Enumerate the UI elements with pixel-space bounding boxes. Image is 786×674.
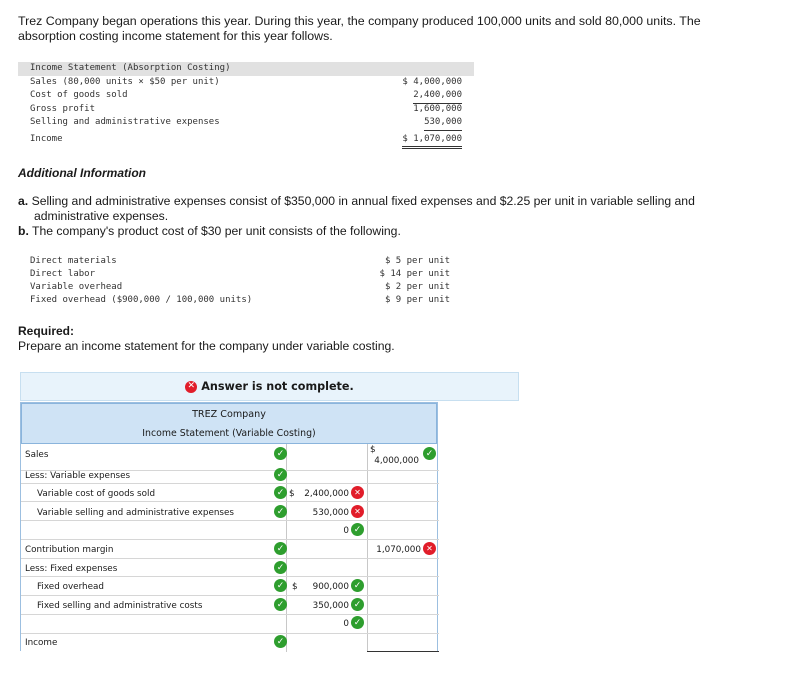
row-divider: [21, 576, 439, 577]
row-amount: 1,600,000: [413, 103, 462, 114]
row-divider: [21, 614, 439, 615]
absorption-row-income: [18, 133, 474, 147]
correct-icon: [351, 523, 364, 536]
fixed-total: 0: [343, 619, 349, 629]
additional-info-title: Additional Information: [18, 166, 146, 180]
incorrect-icon: [351, 505, 364, 518]
label-less-variable[interactable]: Less: Variable expenses: [25, 471, 131, 481]
fixed-oh-input[interactable]: 900,000: [312, 582, 349, 592]
label-sales[interactable]: Sales: [25, 450, 49, 460]
answer-status-banner: [20, 372, 519, 401]
cost-row: [18, 281, 454, 294]
label-variable-sa[interactable]: Variable selling and administrative expenses: [37, 508, 235, 518]
var-cogs-input[interactable]: 2,400,000: [304, 489, 349, 499]
row-divider: [21, 633, 439, 634]
worksheet-header: [21, 403, 437, 444]
label-contribution-margin[interactable]: Contribution margin: [25, 545, 114, 555]
incorrect-icon: [423, 542, 436, 555]
incorrect-icon: [351, 486, 364, 499]
correct-icon: [351, 598, 364, 611]
correct-icon: [274, 468, 287, 481]
contribution-input[interactable]: 1,070,000: [376, 545, 421, 555]
cost-label: Direct labor: [30, 269, 96, 279]
row-divider: [21, 539, 439, 540]
banner-text: Answer is not complete.: [201, 380, 354, 393]
correct-icon: [274, 635, 287, 648]
row-amount: $ 1,070,000: [402, 133, 462, 150]
correct-icon: [274, 486, 287, 499]
info-b: [18, 224, 758, 238]
label-less-fixed[interactable]: Less: Fixed expenses: [25, 564, 118, 574]
cost-row: [18, 294, 454, 307]
correct-icon: [274, 561, 287, 574]
product-cost-table: [18, 255, 454, 307]
variable-total: 0: [343, 526, 349, 536]
cost-row: [18, 268, 454, 281]
row-label: Gross profit: [30, 103, 96, 114]
row-label: Sales (80,000 units × $50 per unit): [30, 76, 220, 87]
required-title: Required:: [18, 324, 75, 338]
sales-dollar-sign: $: [370, 445, 376, 455]
info-a: [18, 194, 758, 208]
sales-input[interactable]: 4,000,000: [374, 456, 419, 466]
label-fixed-overhead[interactable]: Fixed overhead: [37, 582, 105, 592]
correct-icon: [351, 579, 364, 592]
row-amount: $ 4,000,000: [402, 76, 462, 87]
absorption-row-sales: [18, 76, 474, 90]
fixed-sa-input[interactable]: 350,000: [312, 601, 349, 611]
var-sa-input[interactable]: 530,000: [312, 508, 349, 518]
correct-icon: [274, 542, 287, 555]
cost-label: Variable overhead: [30, 282, 123, 292]
cost-row: [18, 255, 454, 268]
cost-label: Direct materials: [30, 256, 117, 266]
info-a-cont: administrative expenses.: [34, 209, 169, 223]
info-a-text: Selling and administrative expenses consist of $350,000 in annual fixed expenses and $2.25 per unit in variable selling and: [31, 194, 695, 208]
correct-icon: [274, 447, 287, 460]
absorption-row-sa: [18, 116, 474, 130]
correct-icon: [351, 616, 364, 629]
cost-amount: $ 14 per unit: [379, 269, 450, 279]
row-divider: [21, 483, 439, 484]
correct-icon: [274, 598, 287, 611]
row-amount: 530,000: [424, 116, 462, 131]
absorption-row-gross-profit: [18, 103, 474, 117]
cost-amount: $ 9 per unit: [384, 295, 450, 305]
company-name: TREZ Company: [192, 409, 266, 420]
label-fixed-sa[interactable]: Fixed selling and administrative costs: [37, 601, 203, 611]
cost-amount: $ 5 per unit: [384, 256, 450, 266]
fixed-oh-dollar-sign: $: [292, 582, 298, 592]
label-variable-cogs[interactable]: Variable cost of goods sold: [37, 489, 156, 499]
row-label: Selling and administrative expenses: [30, 117, 220, 127]
additional-info: [18, 194, 758, 239]
row-label: Cost of goods sold: [30, 90, 128, 100]
row-label: Income: [30, 133, 63, 144]
label-income[interactable]: Income: [25, 638, 58, 648]
correct-icon: [423, 447, 436, 460]
row-divider: [21, 520, 439, 521]
info-b-prefix: b.: [18, 224, 29, 238]
row-divider: [21, 595, 439, 596]
row-amount: 2,400,000: [413, 89, 462, 104]
correct-icon: [274, 505, 287, 518]
total-underline: [367, 651, 439, 652]
var-cogs-dollar-sign: $: [289, 489, 295, 499]
info-b-text: The company's product cost of $30 per unit consists of the following.: [32, 224, 401, 238]
absorption-header-label: Income Statement (Absorption Costing): [30, 63, 231, 73]
row-divider: [21, 501, 439, 502]
cost-amount: $ 2 per unit: [384, 282, 450, 292]
correct-icon: [274, 579, 287, 592]
cost-label: Fixed overhead ($900,000 / 100,000 units): [30, 295, 253, 305]
absorption-income-statement: [18, 62, 474, 146]
row-divider: [21, 558, 439, 559]
absorption-row-cogs: [18, 89, 474, 103]
incorrect-icon: ✕: [185, 381, 197, 393]
variable-costing-worksheet: [20, 402, 438, 651]
problem-intro: Trez Company began operations this year. During this year, the company produced 100,000 units and sold 80,000 units. The absorption costing income statement for this year follows.: [18, 14, 701, 43]
statement-title: Income Statement (Variable Costing): [142, 428, 316, 439]
absorption-header: [18, 62, 474, 76]
required-text: Prepare an income statement for the company under variable costing.: [18, 339, 395, 353]
column-divider: [367, 444, 368, 652]
info-a-prefix: a.: [18, 194, 29, 208]
